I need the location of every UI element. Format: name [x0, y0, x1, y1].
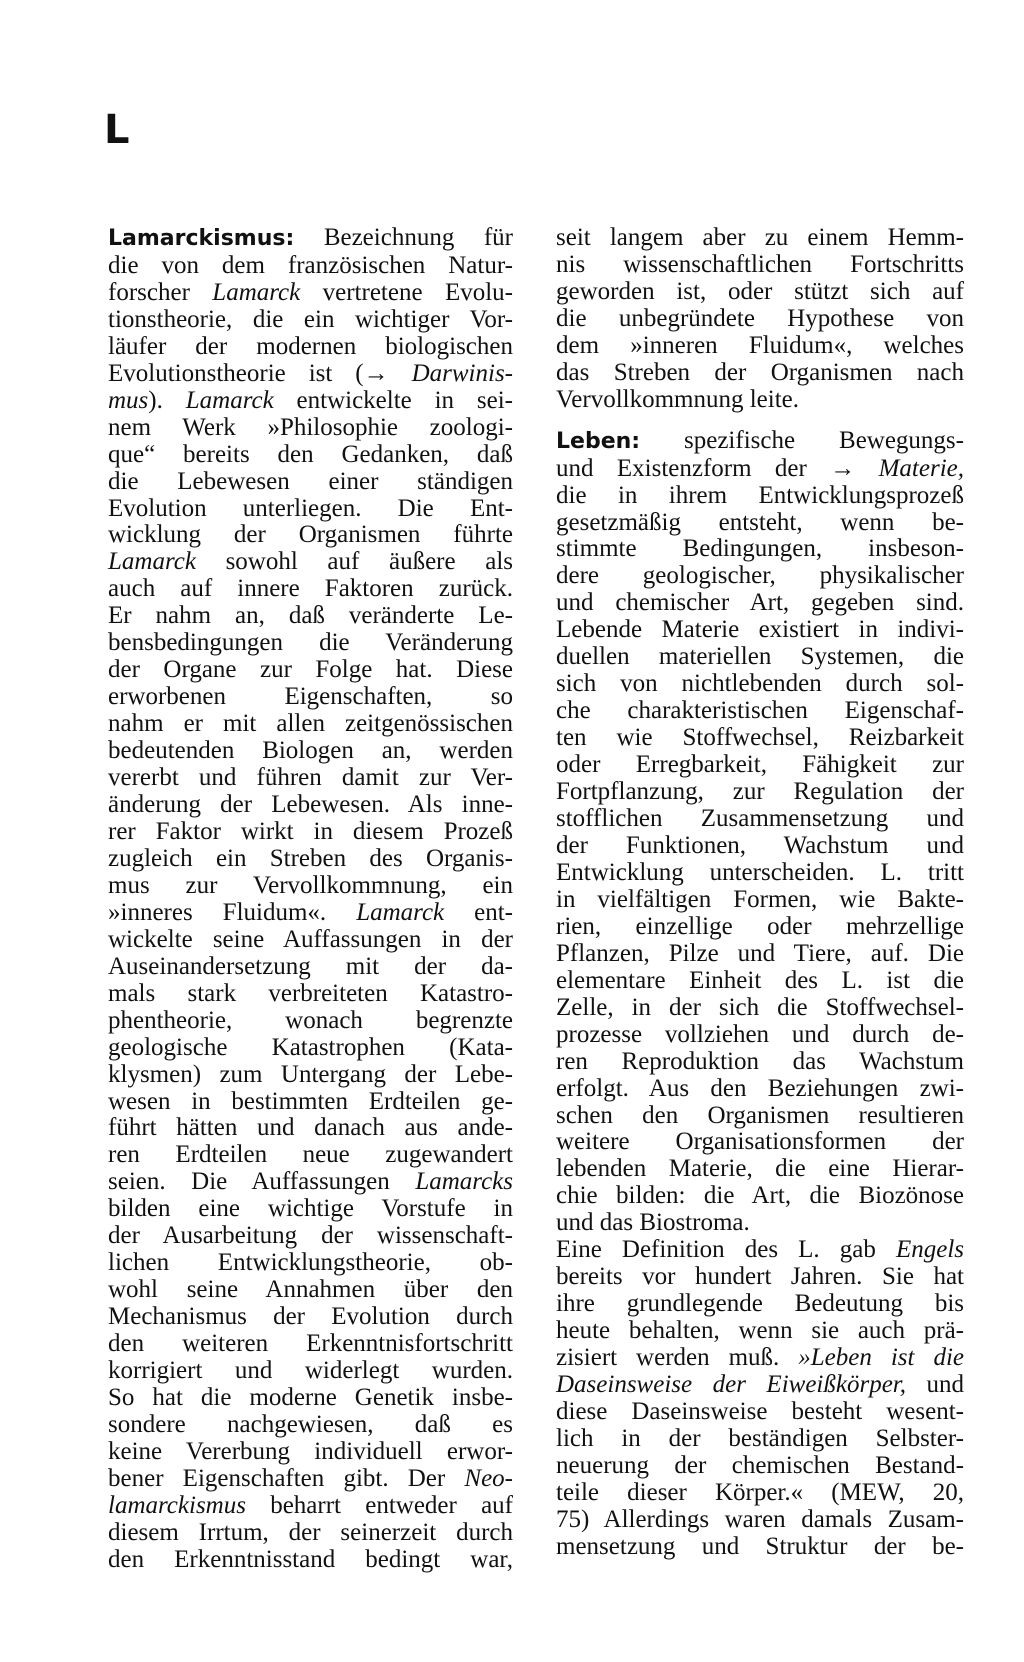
text-line [556, 1022, 964, 1049]
text-segment: beharrt entweder auf [245, 1491, 513, 1519]
text-line [556, 483, 964, 510]
text-segment: erworbenen Eigenschaften, so [108, 683, 513, 711]
text-segment: stofflichen Zusammensetzung und [556, 805, 964, 833]
text-line [556, 225, 964, 252]
text-line [108, 388, 513, 415]
leben-entry [556, 428, 964, 1561]
text-line [556, 1103, 964, 1130]
text-line [556, 456, 964, 483]
text-segment: der Funktionen, Wachstum und [556, 831, 964, 859]
text-line [108, 792, 513, 819]
text-segment: ihre grundlegende Bedeutung bis [556, 1290, 964, 1318]
text-segment: Evolutionstheorie ist (→ [108, 359, 412, 387]
text-line [556, 1345, 964, 1372]
text-segment: neuerung der chemischen Bestand- [556, 1451, 964, 1479]
text-segment: keine Vererbung individuell erwor- [108, 1437, 513, 1465]
text-segment: ). [148, 386, 186, 414]
text-line [556, 1237, 964, 1264]
text-line [556, 252, 964, 279]
text-segment: mensetzung und Struktur der be- [556, 1532, 964, 1560]
text-segment: Vervollkommnung leite. [556, 385, 800, 413]
text-line [108, 469, 513, 496]
text-line [556, 1129, 964, 1156]
text-segment: lichen Entwicklungstheorie, ob- [108, 1249, 513, 1277]
text-segment: rer Faktor wirkt in diesem Prozeß [108, 817, 513, 845]
text-segment: mals stark verbreiteten Katastro- [108, 979, 513, 1007]
text-segment: in vielfältigen Formen, wie Bakte- [556, 885, 964, 913]
text-line [108, 1439, 513, 1466]
italic-text: Lamarck [185, 386, 274, 414]
text-segment: korrigiert und widerlegt wurden. [108, 1357, 513, 1385]
text-segment: dem »inneren Fluidum«, welches [556, 331, 964, 359]
text-line [556, 1183, 964, 1210]
text-segment: teile dieser Körper.« (MEW, 20, [556, 1478, 964, 1506]
text-segment: erfolgt. Aus den Beziehungen zwi- [556, 1074, 964, 1102]
text-line [556, 806, 964, 833]
text-segment: den Erkenntnisstand bedingt war, [108, 1545, 513, 1573]
text-line [556, 1318, 964, 1345]
text-line [108, 1493, 513, 1520]
italic-text: Darwinis- [411, 359, 513, 387]
text-segment: nem Werk »Philosophie zoologi- [108, 413, 513, 441]
text-line [556, 644, 964, 671]
text-line [556, 968, 964, 995]
text-segment: diese Daseinsweise besteht wesent- [556, 1397, 964, 1425]
text-segment: bilden eine wichtige Vorstufe in [108, 1195, 513, 1223]
italic-text: Lamarck [108, 548, 196, 576]
text-line [108, 657, 513, 684]
text-line [108, 1223, 513, 1250]
text-line [108, 576, 513, 603]
text-line [556, 1507, 964, 1534]
text-line [108, 1358, 513, 1385]
entry-gap [556, 414, 964, 428]
text-line [556, 387, 964, 414]
text-segment: weitere Organisationsformen der [556, 1128, 964, 1156]
text-segment: oder Erregbarkeit, Fähigkeit zur [556, 751, 964, 779]
text-segment: geologische Katastrophen (Kata- [108, 1033, 513, 1061]
text-line [108, 1035, 513, 1062]
right-column [556, 225, 964, 1561]
text-line [108, 1520, 513, 1547]
text-segment: vertretene Evolu- [300, 278, 513, 306]
text-line [556, 617, 964, 644]
text-line [108, 1115, 513, 1142]
text-segment: Bezeichnung für [294, 224, 513, 251]
text-line [108, 307, 513, 334]
text-line [108, 1142, 513, 1169]
text-line [108, 442, 513, 469]
text-segment: Mechanismus der Evolution durch [108, 1303, 513, 1331]
text-segment: Entwicklung unterscheiden. L. tritt [556, 858, 964, 886]
text-line [108, 981, 513, 1008]
text-line [556, 1480, 964, 1507]
text-line [556, 360, 964, 387]
text-line [108, 280, 513, 307]
text-line [108, 1062, 513, 1089]
text-line [108, 415, 513, 442]
italic-text: Lamarck [356, 898, 445, 926]
text-line [108, 630, 513, 657]
text-line [108, 1277, 513, 1304]
italic-text: Daseinsweise der Eiweißkörper, [556, 1371, 906, 1399]
text-line [108, 1412, 513, 1439]
text-line [108, 253, 513, 280]
text-segment: wesen in bestimmten Erdteilen ge- [108, 1087, 513, 1115]
italic-text: Materie, [878, 454, 964, 482]
text-line [556, 536, 964, 563]
text-segment: dere geologischer, physikalischer [556, 562, 964, 590]
text-line [556, 306, 964, 333]
italic-text: Neo- [464, 1464, 513, 1492]
text-line [108, 927, 513, 954]
text-segment: nahm er mit allen zeitgenössischen [108, 710, 513, 738]
italic-text: Engels [895, 1236, 964, 1264]
text-line [556, 1264, 964, 1291]
text-segment: lich in der beständigen Selbster- [556, 1424, 964, 1452]
text-segment: che charakteristischen Eigenschaf- [556, 697, 964, 725]
text-line [108, 711, 513, 738]
text-line [556, 779, 964, 806]
text-segment: lebenden Materie, die eine Hierar- [556, 1155, 964, 1183]
text-line [556, 725, 964, 752]
text-segment: und das Biostroma. [556, 1209, 750, 1237]
text-segment: spezifische Bewegungs- [640, 426, 964, 454]
text-segment: nis wissenschaftlichen Fortschritts [556, 250, 964, 278]
text-segment: »inneres Fluidum«. [108, 898, 357, 926]
text-segment: Pflanzen, Pilze und Tiere, auf. Die [556, 939, 964, 967]
text-segment: führt hätten und danach aus ande- [108, 1114, 513, 1142]
text-line [108, 361, 513, 388]
italic-text: Lamarcks [415, 1168, 513, 1196]
text-line [108, 873, 513, 900]
text-line [556, 941, 964, 968]
text-segment: vererbt und führen damit zur Ver- [108, 764, 513, 792]
text-line [556, 590, 964, 617]
text-segment: seit langem aber zu einem Hemm- [556, 224, 964, 251]
text-line [556, 698, 964, 725]
text-line [556, 1291, 964, 1318]
text-segment: die unbegründete Hypothese von [556, 304, 964, 332]
text-segment: entwickelte in sei- [273, 386, 514, 414]
text-segment: diesem Irrtum, der seinerzeit durch [108, 1518, 513, 1546]
text-segment: geworden ist, oder stützt sich auf [556, 277, 964, 305]
text-segment: und chemischer Art, gegeben sind. [556, 589, 964, 617]
text-line [108, 1385, 513, 1412]
text-segment: gesetzmäßig entsteht, wenn be- [556, 508, 964, 536]
text-segment: wicklung der Organismen führte [108, 521, 513, 549]
text-segment: der Organe zur Folge hat. Diese [108, 656, 513, 684]
text-line [556, 510, 964, 537]
text-segment: Er nahm an, daß veränderte Le- [108, 602, 513, 630]
text-line [108, 603, 513, 630]
text-line [108, 549, 513, 576]
entry-headword: Lamarckismus: [108, 226, 295, 251]
text-segment: Fortpflanzung, zur Regulation der [556, 778, 964, 806]
text-line [108, 846, 513, 873]
text-segment: sowohl auf äußere als [195, 548, 513, 576]
text-segment: Zelle, in der sich die Stoffwechsel- [556, 993, 964, 1021]
text-line [108, 1547, 513, 1574]
section-letter: L [104, 107, 130, 153]
text-line [108, 738, 513, 765]
text-line [556, 1049, 964, 1076]
text-line [108, 1331, 513, 1358]
text-line [108, 684, 513, 711]
text-segment: stimmte Bedingungen, insbeson- [556, 535, 964, 563]
text-segment: auch auf innere Faktoren zurück. [108, 575, 513, 603]
text-line [108, 496, 513, 523]
text-segment: ten wie Stoffwechsel, Reizbarkeit [556, 724, 964, 752]
entry-headword: Leben: [556, 428, 641, 454]
text-line [108, 225, 513, 253]
italic-text: Lamarck [212, 278, 301, 306]
text-line [556, 1534, 964, 1561]
text-segment: elementare Einheit des L. ist die [556, 966, 964, 994]
text-line [556, 563, 964, 590]
text-segment: ren Erdteilen neue zugewandert [108, 1141, 513, 1169]
text-line [108, 1008, 513, 1035]
text-line [108, 765, 513, 792]
text-line [556, 860, 964, 887]
text-segment: prozesse vollziehen und durch de- [556, 1020, 964, 1048]
text-segment: die von dem französischen Natur- [108, 251, 513, 279]
text-line [108, 954, 513, 981]
text-line [108, 1196, 513, 1223]
lamarckismus-entry [108, 225, 513, 1574]
text-segment: zisiert werden muß. [556, 1344, 799, 1372]
text-line [556, 428, 964, 456]
text-segment: bensbedingungen die Veränderung [108, 629, 513, 657]
text-segment: ren Reproduktion das Wachstum [556, 1047, 964, 1075]
text-line [108, 1466, 513, 1493]
text-line [108, 900, 513, 927]
text-line [556, 1399, 964, 1426]
text-segment: So hat die moderne Genetik insbe- [108, 1383, 513, 1411]
text-segment: bereits vor hundert Jahren. Sie hat [556, 1263, 964, 1291]
text-line [108, 1304, 513, 1331]
text-line [556, 671, 964, 698]
italic-text: mus [108, 386, 149, 414]
text-segment: forscher [108, 278, 213, 306]
text-segment: Eine Definition des L. gab [556, 1236, 896, 1264]
text-segment: duellen materiellen Systemen, die [556, 643, 964, 671]
text-line [108, 819, 513, 846]
italic-text: lamarckismus [108, 1491, 246, 1519]
text-line [556, 1156, 964, 1183]
text-line [108, 334, 513, 361]
text-line [556, 1210, 964, 1237]
text-segment: läufer der modernen biologischen [108, 332, 513, 360]
text-segment: rien, einzellige oder mehrzellige [556, 912, 964, 940]
text-segment: sondere nachgewiesen, daß es [108, 1410, 513, 1438]
text-segment: die Lebewesen einer ständigen [108, 467, 513, 495]
text-segment: wohl seine Annahmen über den [108, 1276, 513, 1304]
text-line [108, 1250, 513, 1277]
text-segment: seien. Die Auffassungen [108, 1168, 416, 1196]
text-segment: änderung der Lebewesen. Als inne- [108, 791, 513, 819]
text-segment: der Ausarbeitung der wissenschaft- [108, 1222, 513, 1250]
text-line [108, 522, 513, 549]
text-segment: chie bilden: die Art, die Biozönose [556, 1182, 964, 1210]
text-segment: Auseinandersetzung mit der da- [108, 952, 513, 980]
text-segment: tionstheorie, die ein wichtiger Vor- [108, 305, 513, 333]
text-segment: klysmen) zum Untergang der Lebe- [108, 1060, 513, 1088]
text-segment: wickelte seine Auffassungen in der [108, 925, 513, 953]
text-segment: Lebende Materie existiert in indivi- [556, 616, 964, 644]
text-line [556, 1372, 964, 1399]
text-line [556, 279, 964, 306]
text-line [556, 1076, 964, 1103]
text-segment: ent- [444, 898, 514, 926]
text-line [556, 887, 964, 914]
text-line [556, 914, 964, 941]
text-line [108, 1169, 513, 1196]
text-segment: sich von nichtlebenden durch sol- [556, 670, 964, 698]
text-segment: die in ihrem Entwicklungsprozeß [556, 481, 964, 509]
left-column [108, 225, 513, 1574]
text-line [556, 1453, 964, 1480]
text-line [556, 995, 964, 1022]
text-segment: mus zur Vervollkommnung, ein [108, 871, 513, 899]
text-line [556, 333, 964, 360]
text-line [108, 1089, 513, 1116]
text-segment: schen den Organismen resultieren [556, 1101, 964, 1129]
text-segment: das Streben der Organismen nach [556, 358, 964, 386]
text-line [556, 1426, 964, 1453]
text-segment: heute behalten, wenn sie auch prä- [556, 1317, 964, 1345]
text-segment: und Existenzform der → [556, 454, 879, 482]
text-segment: zugleich ein Streben des Organis- [108, 844, 513, 872]
italic-text: »Leben ist die [798, 1344, 964, 1372]
text-segment: phentheorie, wonach begrenzte [108, 1006, 513, 1034]
text-segment: und [906, 1371, 965, 1399]
text-segment: den weiteren Erkenntnisfortschritt [108, 1330, 513, 1358]
text-line [556, 833, 964, 860]
lamarckismus-continuation [556, 225, 964, 414]
text-segment: 75) Allerdings waren damals Zusam- [556, 1505, 964, 1533]
text-segment: bedeutenden Biologen an, werden [108, 737, 513, 765]
text-segment: que“ bereits den Gedanken, daß [108, 440, 513, 468]
text-segment: Evolution unterliegen. Die Ent- [108, 494, 513, 522]
text-segment: bener Eigenschaften gibt. Der [108, 1464, 465, 1492]
text-line [556, 752, 964, 779]
